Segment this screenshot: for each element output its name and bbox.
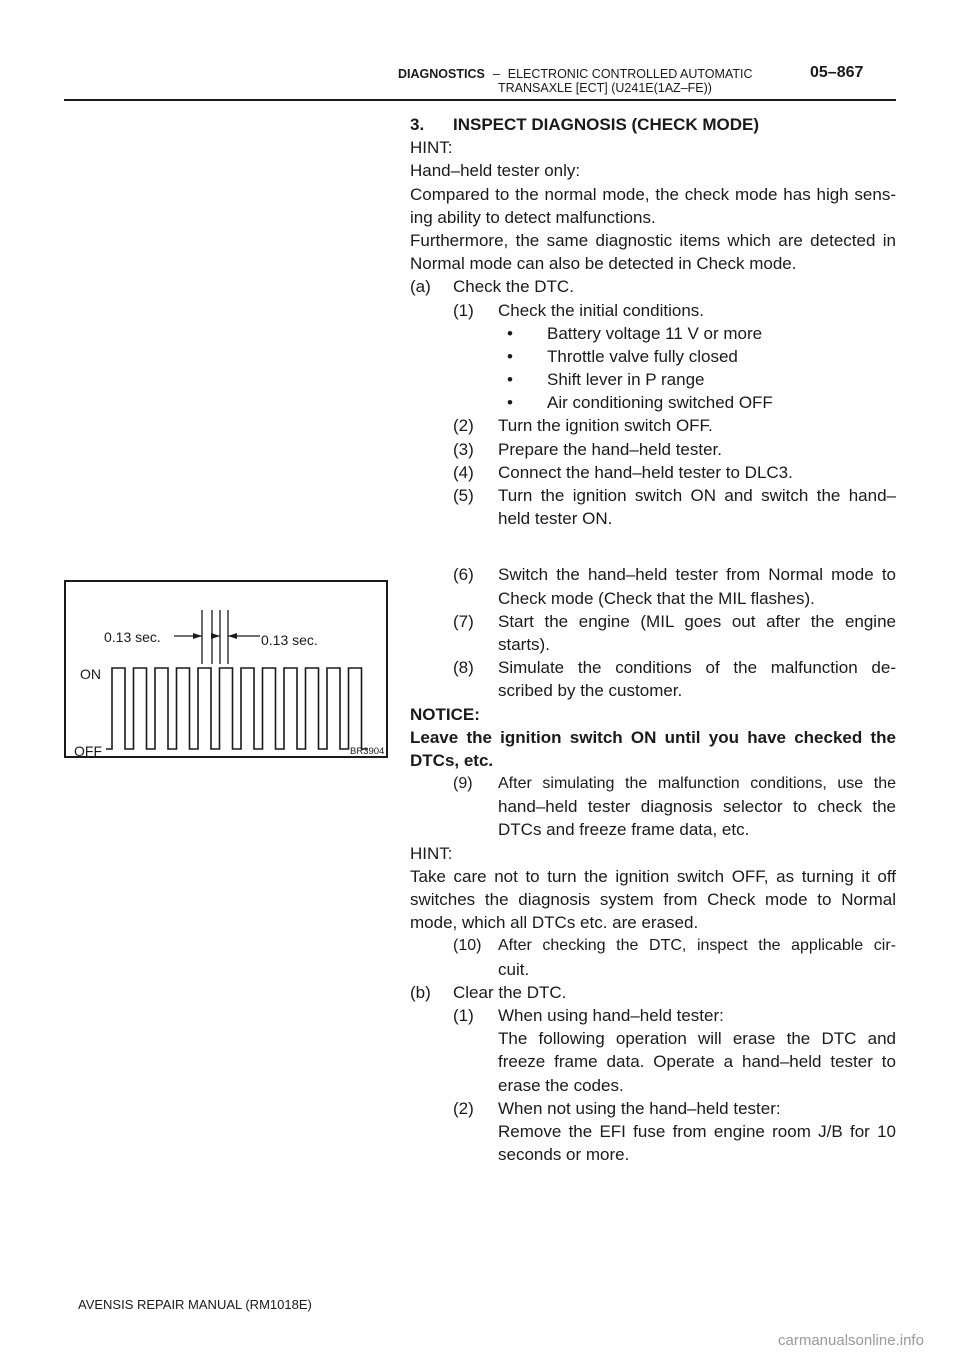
- header-title-line2: TRANSAXLE [ECT] (U241E(1AZ–FE)): [498, 81, 712, 95]
- hint-text: switches the diagnosis system from Check mode to Normal: [410, 890, 896, 909]
- substep-b1-cont: The following operation will erase the DTC and: [498, 1029, 896, 1049]
- bullet-item: • Battery voltage 11 V or more: [507, 323, 763, 343]
- substep-b1-cont: erase the codes.: [498, 1075, 624, 1095]
- substep-a10: (10) After checking the DTC, inspect the applicable cir-: [453, 937, 896, 955]
- hint-text: Normal mode can also be detected in Check mode.: [410, 254, 797, 274]
- substep-a5-cont: held tester ON.: [498, 509, 613, 529]
- hint-text: ing ability to detect malfunctions.: [410, 207, 656, 227]
- substep-a9-cont: DTCs and freeze frame data, etc.: [498, 820, 750, 840]
- figure-label-right-interval: 0.13 sec.: [261, 632, 318, 648]
- substep-a7: (7) Start the engine (MIL goes out after the engine: [453, 611, 896, 631]
- header-title-line1: ELECTRONIC CONTROLLED AUTOMATIC: [507, 67, 753, 81]
- notice-text: Leave the ignition switch ON until you have checked the: [410, 727, 896, 747]
- notice-text: DTCs, etc.: [410, 750, 494, 770]
- pulse-waveform: [106, 668, 368, 749]
- substep-a9-cont: hand–held tester diagnosis selector to check the: [498, 797, 896, 817]
- substep-a6-cont: Check mode (Check that the MIL flashes).: [498, 588, 815, 608]
- substep-a10-cont: cuit.: [498, 959, 530, 979]
- header-section: DIAGNOSTICS: [398, 67, 485, 81]
- substep-b2-cont: seconds or more.: [498, 1145, 630, 1165]
- substep-a1: (1) Check the initial conditions.: [453, 300, 705, 320]
- page-number: 05–867: [810, 64, 864, 81]
- mil-flash-waveform-figure: [64, 580, 388, 758]
- substep-b: (b) Clear the DTC.: [410, 982, 567, 1002]
- bullet-item: • Shift lever in P range: [507, 370, 705, 390]
- running-header: [398, 68, 752, 81]
- substep-a4: (4) Connect the hand–held tester to DLC3.: [453, 462, 793, 482]
- substep-a3: (3) Prepare the hand–held tester.: [453, 439, 722, 459]
- body-content: [410, 113, 896, 1166]
- substep-b2: (2) When not using the hand–held tester:: [453, 1098, 781, 1118]
- substep-b2-cont: Remove the EFI fuse from engine room J/B for 10: [498, 1121, 896, 1141]
- substep-b1: (1) When using hand–held tester:: [453, 1005, 724, 1025]
- hint-text: Compared to the normal mode, the check mode has high sens-: [410, 184, 896, 204]
- right-interval-arrow-arrowhead: [228, 633, 237, 639]
- substep-a6: (6) Switch the hand–held tester from Normal mode to: [453, 565, 896, 585]
- hint-label: HINT:: [410, 843, 453, 863]
- substep-a7-cont: starts).: [498, 634, 550, 654]
- substep-a5: (5) Turn the ignition switch ON and switch the hand–: [453, 486, 896, 505]
- mid-interval-tick-arrowhead: [211, 633, 220, 639]
- header-rule: [64, 99, 896, 101]
- watermark: carmanualsonline.info: [778, 1332, 924, 1349]
- figure-code: BR3904: [350, 746, 385, 757]
- bullet-item: • Throttle valve fully closed: [507, 346, 738, 366]
- hint-text: Hand–held tester only:: [410, 161, 581, 181]
- substep-a: (a) Check the DTC.: [410, 277, 574, 297]
- hint-text: mode, which all DTCs etc. are erased.: [410, 913, 699, 933]
- substep-a8: (8) Simulate the conditions of the malfunction de-: [453, 658, 896, 678]
- figure-label-on: ON: [80, 666, 101, 682]
- substep-a9: (9) After simulating the malfunction conditions, use the: [453, 775, 896, 793]
- hint-text: Furthermore, the same diagnostic items which are detected in: [410, 230, 896, 250]
- figure-label-off: OFF: [74, 743, 102, 759]
- waveform-diagram: [66, 582, 386, 759]
- bullet-item: • Air conditioning switched OFF: [507, 393, 773, 413]
- substep-b1-cont: freeze frame data. Operate a hand–held tester to: [498, 1052, 896, 1072]
- step-3-heading: 3. INSPECT DIAGNOSIS (CHECK MODE): [410, 115, 760, 134]
- hint-label: HINT:: [410, 138, 453, 158]
- left-interval-arrow-arrowhead: [193, 633, 202, 639]
- manual-footer: AVENSIS REPAIR MANUAL (RM1018E): [78, 1297, 312, 1312]
- hint-text: Take care not to turn the ignition switch OFF, as turning it off: [410, 866, 896, 886]
- substep-a8-cont: scribed by the customer.: [498, 681, 683, 701]
- header-dash: –: [492, 67, 500, 81]
- substep-a2: (2) Turn the ignition switch OFF.: [453, 416, 713, 436]
- notice-label: NOTICE:: [410, 704, 480, 724]
- figure-label-left-interval: 0.13 sec.: [104, 629, 161, 645]
